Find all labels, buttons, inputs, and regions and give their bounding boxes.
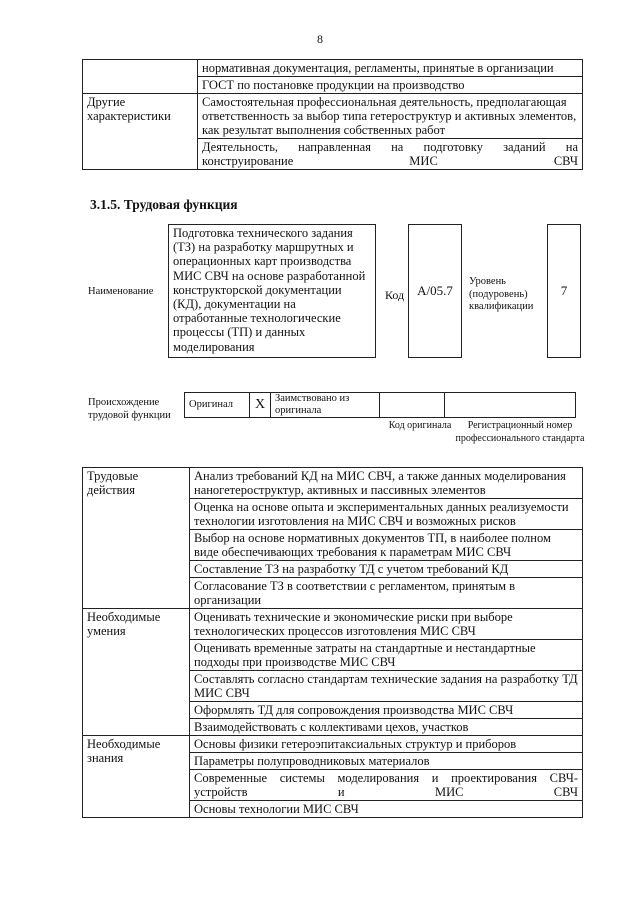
function-code-box: A/05.7 (408, 224, 462, 358)
skill-item: Составлять согласно стандартам технические задания на разработку ТД МИС СВЧ (190, 671, 583, 702)
skill-item: Оценивать технические и экономические риски при выборе технологических процессов изготовления МИС СВЧ (190, 609, 583, 640)
knowledge-item: Основы физики гетероэпитаксиальных структур и приборов (190, 736, 583, 753)
labor-function-table (82, 467, 583, 818)
row-label: Другие характеристики (83, 94, 198, 170)
knowledge-item: Параметры полупроводниковых материалов (190, 753, 583, 770)
code-label: Код (385, 288, 405, 302)
skill-item: Оформлять ТД для сопровождения производства МИС СВЧ (190, 702, 583, 719)
action-item: Анализ требований КД на МИС СВЧ, а также данных моделирования наногетероструктур, активных и пассивных элементов (190, 468, 583, 499)
level-label: Уровень (подуровень) квалификации (469, 276, 534, 312)
group-label-knowledge: Необходимые знания (83, 736, 190, 818)
other-characteristics-table (82, 59, 583, 170)
row-text: ГОСТ по постановке продукции на производство (198, 77, 583, 94)
action-item: Оценка на основе опыта и экспериментальных данных реализуемости технологии изготовления на МИС СВЧ и возможных рисков (190, 499, 583, 530)
group-label-skills: Необходимые умения (83, 609, 190, 736)
original-mark: X (250, 393, 271, 418)
knowledge-item: Основы технологии МИС СВЧ (190, 801, 583, 818)
row-text: нормативная документация, регламенты, принятые в организации (198, 60, 583, 77)
table-row (83, 60, 583, 77)
table-row (83, 468, 583, 499)
original-code-cell (380, 393, 445, 418)
original-code-caption: Код оригинала (388, 420, 452, 431)
row-label-empty (83, 60, 198, 94)
table-row (83, 609, 583, 640)
skill-item: Взаимодействовать с коллективами цехов, участков (190, 719, 583, 736)
table-row (83, 94, 583, 139)
registration-number-cell (445, 393, 576, 418)
original-label: Оригинал (185, 393, 250, 418)
function-name-box: Подготовка технического задания (ТЗ) на разработку маршрутных и операционных карт производства МИС СВЧ на основе разработанной конструкторской документации (КД), документации на отработанные технологические процессы (ТП) и данных моделирования (168, 224, 376, 358)
skill-item: Оценивать временные затраты на стандартные и нестандартные подходы при производстве МИС СВЧ (190, 640, 583, 671)
registration-number-caption: Регистрационный номер профессионального стандарта (455, 420, 585, 444)
origin-table (184, 392, 576, 418)
section-title: 3.1.5. Трудовая функция (90, 197, 238, 212)
group-label-actions: Трудовые действия (83, 468, 190, 609)
qualification-level-box: 7 (547, 224, 581, 358)
table-row (185, 393, 576, 418)
action-item: Согласование ТЗ в соответствии с регламентом, принятым в организации (190, 578, 583, 609)
action-item: Составление ТЗ на разработку ТД с учетом требований КД (190, 561, 583, 578)
knowledge-item: Современные системы моделирования и проектирования СВЧ-устройств и МИС СВЧ (190, 770, 583, 801)
table-row (83, 736, 583, 753)
action-item: Выбор на основе нормативных документов ТП, в наиболее полном виде обеспечивающих требования к параметрам МИС СВЧ (190, 530, 583, 561)
borrowed-label: Заимствовано из оригинала (271, 393, 380, 418)
row-text: Деятельность, направленная на подготовку заданий на конструирование МИС СВЧ (198, 139, 583, 170)
origin-label: Происхождение трудовой функции (88, 397, 171, 421)
row-text: Самостоятельная профессиональная деятельность, предполагающая ответственность за выбор типа гетероструктур и активных элементов, как результат выполнения собственных работ (198, 94, 583, 139)
page-number: 8 (317, 32, 323, 46)
name-label: Наименование (88, 286, 154, 297)
